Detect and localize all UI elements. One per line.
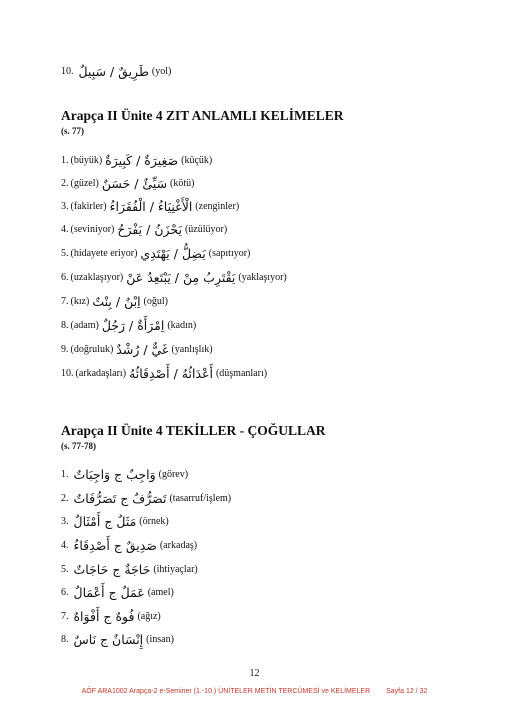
turkish-right: (sapıtıyor) [208,248,251,259]
plural-item [61,560,469,580]
page-footer [0,688,509,695]
turkish-left: (büyük) [70,155,103,166]
arabic-text: عَمَلٌ ج أَعْمَالٌ [73,585,145,600]
turkish-meaning: (tasarruf/işlem) [169,493,232,504]
page-number: 12 [249,668,260,679]
section-pages: (s. 77-78) [61,441,96,451]
antonym-item [61,292,469,312]
arabic-text: حَاجَةٌ ج حَاجَاتٌ [73,562,151,577]
antonym-item [61,244,469,264]
arabic-text: سَيِّئٌ / حَسَنٌ [101,176,168,191]
item-number: 8. [61,634,69,645]
turkish-right: (üzülüyor) [184,224,228,235]
turkish-right: (kadın) [167,320,197,331]
antonym-item [61,220,469,240]
antonym-item [61,197,469,217]
plural-item [61,583,469,603]
turkish-right: (küçük) [181,155,213,166]
arabic-text: يَضِلُّ / يَهْتَدِي [140,246,206,261]
arabic-text: تَصَرُّفٌ ج تَصَرُّفَاتٌ [73,491,167,506]
plural-item [61,630,469,650]
arabic-text: فُوهٌ ج أَفْوَاهٌ [73,609,135,624]
item-number: 2. [61,493,69,504]
arabic-text: اِمْرَأَةٌ / رَجُلٌ [101,318,165,333]
turkish-right: (kötü) [170,178,195,189]
item-number: 2. [61,178,69,189]
item-number: 4. [61,540,69,551]
turkish-meaning: (ihtiyaçlar) [153,564,198,575]
turkish-left: (kız) [70,296,90,307]
arabic-text: مَثَلٌ ج أَمْثَالٌ [73,514,137,529]
item-number: 5. [61,564,69,575]
arabic-text: طَرِيقٌ / سَبِيلٌ [78,64,149,79]
item-number: 6. [61,272,69,283]
turkish-right: (zenginler) [195,201,240,212]
turkish-meaning: (görev) [158,469,189,480]
antonym-item [61,340,469,360]
antonym-item [61,316,469,336]
arabic-text: صَغِيرَةٌ / كَبِيرَةٌ [105,153,179,168]
turkish-meaning: (insan) [146,634,174,645]
plural-item [61,536,469,556]
section-heading: Arapça II Ünite 4 ZIT ANLAMLI KELİMELER [61,108,344,123]
turkish-meaning: (örnek) [139,516,169,527]
arabic-text: صَدِيقٌ ج أَصْدِقَاءُ [73,538,157,553]
turkish-meaning: (yol) [151,66,172,77]
item-number: 1. [61,469,69,480]
footer-page-indicator: Sayfa 12 / 32 [386,688,428,695]
turkish-left: (doğruluk) [70,344,114,355]
section-heading: Arapça II Ünite 4 TEKİLLER - ÇOĞULLAR [61,423,326,438]
arabic-text: اِبْنٌ / بِنْتٌ [92,294,141,309]
arabic-text: يَحْزَنُ / يَفْرَحُ [117,222,182,237]
arabic-text: إِنْسَانٌ ج نَاسٌ [73,632,144,647]
arabic-text: غَيٌّ / رُشْدٌ [116,342,169,357]
item-number: 3. [61,201,69,212]
antonym-item [61,174,469,194]
arabic-text: يَقْتَرِبُ مِنْ / يَبْتَعِدُ عَنْ [126,270,236,285]
item-number: 10. [61,66,74,77]
item-number: 7. [61,611,69,622]
turkish-right: (yaklaşıyor) [238,272,287,283]
item-number: 10. [61,368,74,379]
turkish-right: (düşmanları) [215,368,268,379]
turkish-left: (arkadaşları) [75,368,127,379]
section-pages: (s. 77) [61,126,84,136]
item-number: 7. [61,296,69,307]
antonym-item [61,151,469,171]
arabic-text: الْأَغْنِيَاءُ / الْفُقَرَاءُ [109,199,193,214]
arabic-text: وَاجِبٌ ج وَاجِبَاتٌ [73,467,156,482]
turkish-left: (güzel) [70,178,99,189]
turkish-left: (adam) [70,320,99,331]
plural-item [61,489,469,509]
turkish-left: (uzaklaşıyor) [70,272,124,283]
turkish-meaning: (arkadaş) [159,540,198,551]
item-number: 8. [61,320,69,331]
turkish-meaning: (ağız) [137,611,161,622]
vocab-item-top [61,62,469,82]
item-number: 6. [61,587,69,598]
turkish-meaning: (amel) [147,587,174,598]
arabic-text: أَعْدَائُهُ / أَصْدِقَائُهُ [129,366,213,381]
plural-item [61,607,469,627]
item-number: 1. [61,155,69,166]
turkish-left: (hidayete eriyor) [70,248,138,259]
item-number: 4. [61,224,69,235]
turkish-right: (yanlışlık) [171,344,213,355]
footer-title: AÖF ARA1002 Arapça-2 e-Seminer (1.-10.) ÜNİTELER METİN TERCÜMESİ ve KELİMELER [81,688,371,695]
turkish-left: (seviniyor) [70,224,115,235]
antonym-item [61,268,469,288]
item-number: 5. [61,248,69,259]
turkish-left: (fakirler) [70,201,107,212]
item-number: 3. [61,516,69,527]
turkish-right: (oğul) [143,296,168,307]
plural-item [61,512,469,532]
item-number: 9. [61,344,69,355]
antonym-item [61,364,469,384]
plural-item [61,465,469,485]
